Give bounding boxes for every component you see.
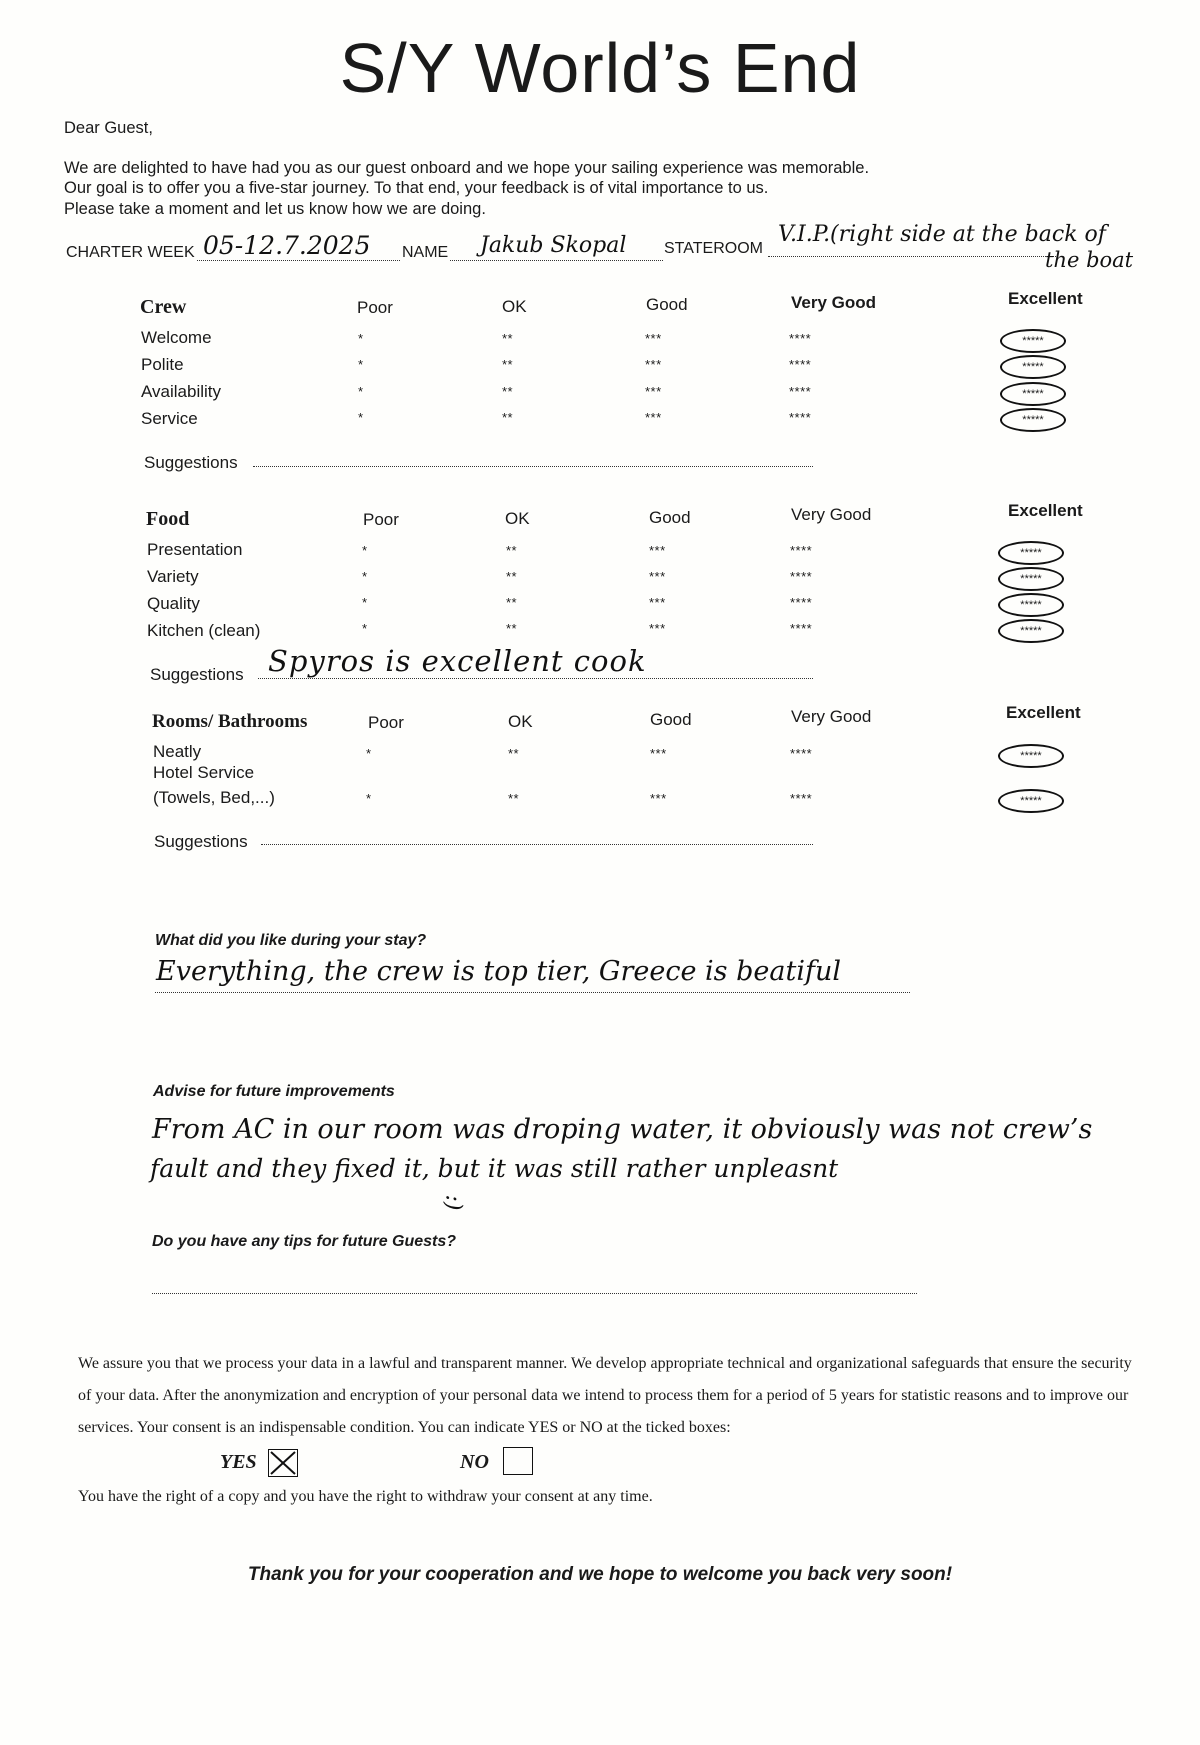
smiley-doodle: :) [440, 1194, 466, 1211]
stateroom-line [768, 256, 1058, 257]
food-row-2-ok-stars[interactable]: ** [506, 569, 518, 584]
crew-row-service: Service [141, 409, 198, 428]
rooms-row-2-poor-stars[interactable]: * [366, 791, 372, 806]
food-col-poor: Poor [363, 510, 399, 529]
food-row-variety: Variety [147, 567, 199, 586]
crew-suggestions-line [253, 466, 813, 467]
rights-statement: You have the right of a copy and you have the right to withdraw your consent at any time. [78, 1488, 653, 1505]
rooms-row-2-very-good-stars[interactable]: **** [790, 791, 813, 806]
food-row-4-good-stars[interactable]: *** [649, 621, 666, 636]
food-row-2-very-good-stars[interactable]: **** [790, 569, 813, 584]
crew-row-1-very-good-stars[interactable]: **** [789, 331, 812, 346]
charter-week-field[interactable]: 05-12.7.2025 [203, 231, 371, 260]
consent-no-checkbox[interactable] [503, 1447, 533, 1475]
rooms-row-2-excellent-selected[interactable]: ***** [998, 789, 1064, 813]
food-row-2-good-stars[interactable]: *** [649, 569, 666, 584]
tips-question: Do you have any tips for future Guests? [152, 1233, 457, 1250]
advise-question: Advise for future improvements [153, 1083, 395, 1100]
food-row-1-excellent-selected[interactable]: ***** [998, 541, 1064, 565]
charter-week-label: CHARTER WEEK [66, 244, 195, 261]
rooms-row-towels-bed: (Towels, Bed,...) [153, 788, 275, 807]
tips-line [152, 1293, 917, 1294]
food-col-very-good: Very Good [791, 505, 872, 524]
food-row-4-ok-stars[interactable]: ** [506, 621, 518, 636]
food-suggestions-line [258, 678, 813, 679]
rooms-row-1-good-stars[interactable]: *** [650, 746, 667, 761]
intro-line-2: Our goal is to offer you a five-star journey. To that end, your feedback is of vital importance to us. [64, 179, 769, 197]
check-x-icon [269, 1450, 297, 1476]
rooms-col-poor: Poor [368, 713, 404, 732]
crew-col-ok: OK [502, 297, 527, 316]
crew-row-1-ok-stars[interactable]: ** [502, 331, 514, 346]
name-field[interactable]: Jakub Skopal [480, 233, 627, 258]
crew-row-3-good-stars[interactable]: *** [645, 384, 662, 399]
crew-row-1-excellent-selected[interactable]: ***** [1000, 329, 1066, 353]
food-suggestions-label: Suggestions [150, 665, 244, 684]
food-col-excellent: Excellent [1008, 501, 1083, 520]
crew-row-2-very-good-stars[interactable]: **** [789, 357, 812, 372]
form-title: S/Y World’s End [339, 29, 861, 107]
rooms-row-2-ok-stars[interactable]: ** [508, 791, 520, 806]
food-row-3-very-good-stars[interactable]: **** [790, 595, 813, 610]
rooms-row-1-very-good-stars[interactable]: **** [790, 746, 813, 761]
food-row-1-good-stars[interactable]: *** [649, 543, 666, 558]
closing-message: Thank you for your cooperation and we hope to welcome you back very soon! [247, 1564, 953, 1585]
crew-col-poor: Poor [357, 298, 393, 317]
name-label: NAME [402, 244, 449, 261]
stateroom-label: STATEROOM [664, 240, 763, 257]
rooms-suggestions-label: Suggestions [154, 832, 248, 851]
greeting: Dear Guest, [64, 119, 153, 137]
crew-row-2-poor-stars[interactable]: * [358, 357, 364, 372]
food-col-ok: OK [505, 509, 530, 528]
food-row-3-ok-stars[interactable]: ** [506, 595, 518, 610]
food-row-4-poor-stars[interactable]: * [362, 621, 368, 636]
consent-yes-checkbox[interactable] [268, 1449, 298, 1477]
crew-row-4-very-good-stars[interactable]: **** [789, 410, 812, 425]
food-row-quality: Quality [147, 594, 200, 613]
rooms-row-hotel-service: Hotel Service [153, 763, 255, 782]
food-row-3-poor-stars[interactable]: * [362, 595, 368, 610]
advise-answer-line-2: fault and they fixed it, but it was still rather unpleasnt [150, 1154, 839, 1183]
stateroom-field[interactable]: V.I.P.(right side at the back of [778, 222, 1106, 247]
stateroom-field-line-2: the boat [1045, 248, 1134, 272]
rooms-section-title: Rooms/ Bathrooms [152, 711, 308, 732]
rooms-col-ok: OK [508, 712, 533, 731]
crew-col-very-good: Very Good [791, 293, 877, 312]
crew-row-welcome: Welcome [141, 328, 212, 347]
consent-yes-label: YES [220, 1451, 257, 1473]
food-row-4-excellent-selected[interactable]: ***** [998, 619, 1064, 643]
food-row-2-poor-stars[interactable]: * [362, 569, 368, 584]
food-row-1-ok-stars[interactable]: ** [506, 543, 518, 558]
crew-row-4-ok-stars[interactable]: ** [502, 410, 514, 425]
rooms-row-neatly: Neatly [153, 742, 202, 761]
crew-suggestions-label: Suggestions [144, 453, 238, 472]
rooms-row-1-excellent-selected[interactable]: ***** [998, 744, 1064, 768]
food-row-1-poor-stars[interactable]: * [362, 543, 368, 558]
crew-row-3-poor-stars[interactable]: * [358, 384, 364, 399]
liked-line [155, 992, 910, 993]
crew-row-3-ok-stars[interactable]: ** [502, 384, 514, 399]
food-suggestions-field[interactable]: Spyros is excellent cook [268, 644, 647, 678]
rooms-row-1-poor-stars[interactable]: * [366, 746, 372, 761]
rooms-row-2-good-stars[interactable]: *** [650, 791, 667, 806]
food-row-presentation: Presentation [147, 540, 243, 559]
name-line [450, 260, 663, 261]
consent-no-label: NO [460, 1451, 489, 1473]
crew-section-title: Crew [140, 296, 187, 318]
food-row-kitchen: Kitchen (clean) [147, 621, 261, 640]
food-col-good: Good [649, 508, 691, 527]
intro-line-3: Please take a moment and let us know how we are doing. [64, 200, 486, 218]
crew-row-polite: Polite [141, 355, 184, 374]
crew-row-availability: Availability [141, 382, 222, 401]
crew-row-4-good-stars[interactable]: *** [645, 410, 662, 425]
food-row-3-good-stars[interactable]: *** [649, 595, 666, 610]
rooms-col-good: Good [650, 710, 692, 729]
crew-col-excellent: Excellent [1008, 289, 1083, 308]
crew-row-2-ok-stars[interactable]: ** [502, 357, 514, 372]
crew-row-3-excellent-selected[interactable]: ***** [1000, 382, 1066, 406]
liked-question: What did you like during your stay? [155, 932, 427, 949]
crew-row-4-poor-stars[interactable]: * [358, 410, 364, 425]
crew-row-2-good-stars[interactable]: *** [645, 357, 662, 372]
charter-week-line [197, 260, 400, 261]
crew-col-good: Good [646, 295, 688, 314]
rooms-suggestions-line [261, 844, 813, 845]
food-section-title: Food [146, 508, 190, 530]
crew-row-1-good-stars[interactable]: *** [645, 331, 662, 346]
privacy-statement: We assure you that we process your data in a lawful and transparent manner. We develop appropriate technical and organizational safeguards that ensure the security of your data. After the anonymization and encryption of your personal data we intend to process them for a period of 5 years for statistic reasons and to improve our services. Your consent is an indispensable condition. You can indicate YES or NO at the ticked boxes: [78, 1355, 1132, 1436]
rooms-col-very-good: Very Good [791, 707, 872, 726]
crew-row-1-poor-stars[interactable]: * [358, 331, 364, 346]
crew-row-4-excellent-selected[interactable]: ***** [1000, 408, 1066, 432]
rooms-col-excellent: Excellent [1006, 703, 1081, 722]
liked-answer[interactable]: Everything, the crew is top tier, Greece is beatiful [156, 956, 841, 987]
crew-row-3-very-good-stars[interactable]: **** [789, 384, 812, 399]
rooms-row-1-ok-stars[interactable]: ** [508, 746, 520, 761]
intro-line-1: We are delighted to have had you as our guest onboard and we hope your sailing experience was memorable. [64, 159, 870, 177]
advise-answer-line-1[interactable]: From AC in our room was droping water, it obviously was not crew’s [152, 1114, 1093, 1145]
food-row-3-excellent-selected[interactable]: ***** [998, 593, 1064, 617]
food-row-1-very-good-stars[interactable]: **** [790, 543, 813, 558]
food-row-4-very-good-stars[interactable]: **** [790, 621, 813, 636]
crew-row-2-excellent-selected[interactable]: ***** [1000, 355, 1066, 379]
food-row-2-excellent-selected[interactable]: ***** [998, 567, 1064, 591]
